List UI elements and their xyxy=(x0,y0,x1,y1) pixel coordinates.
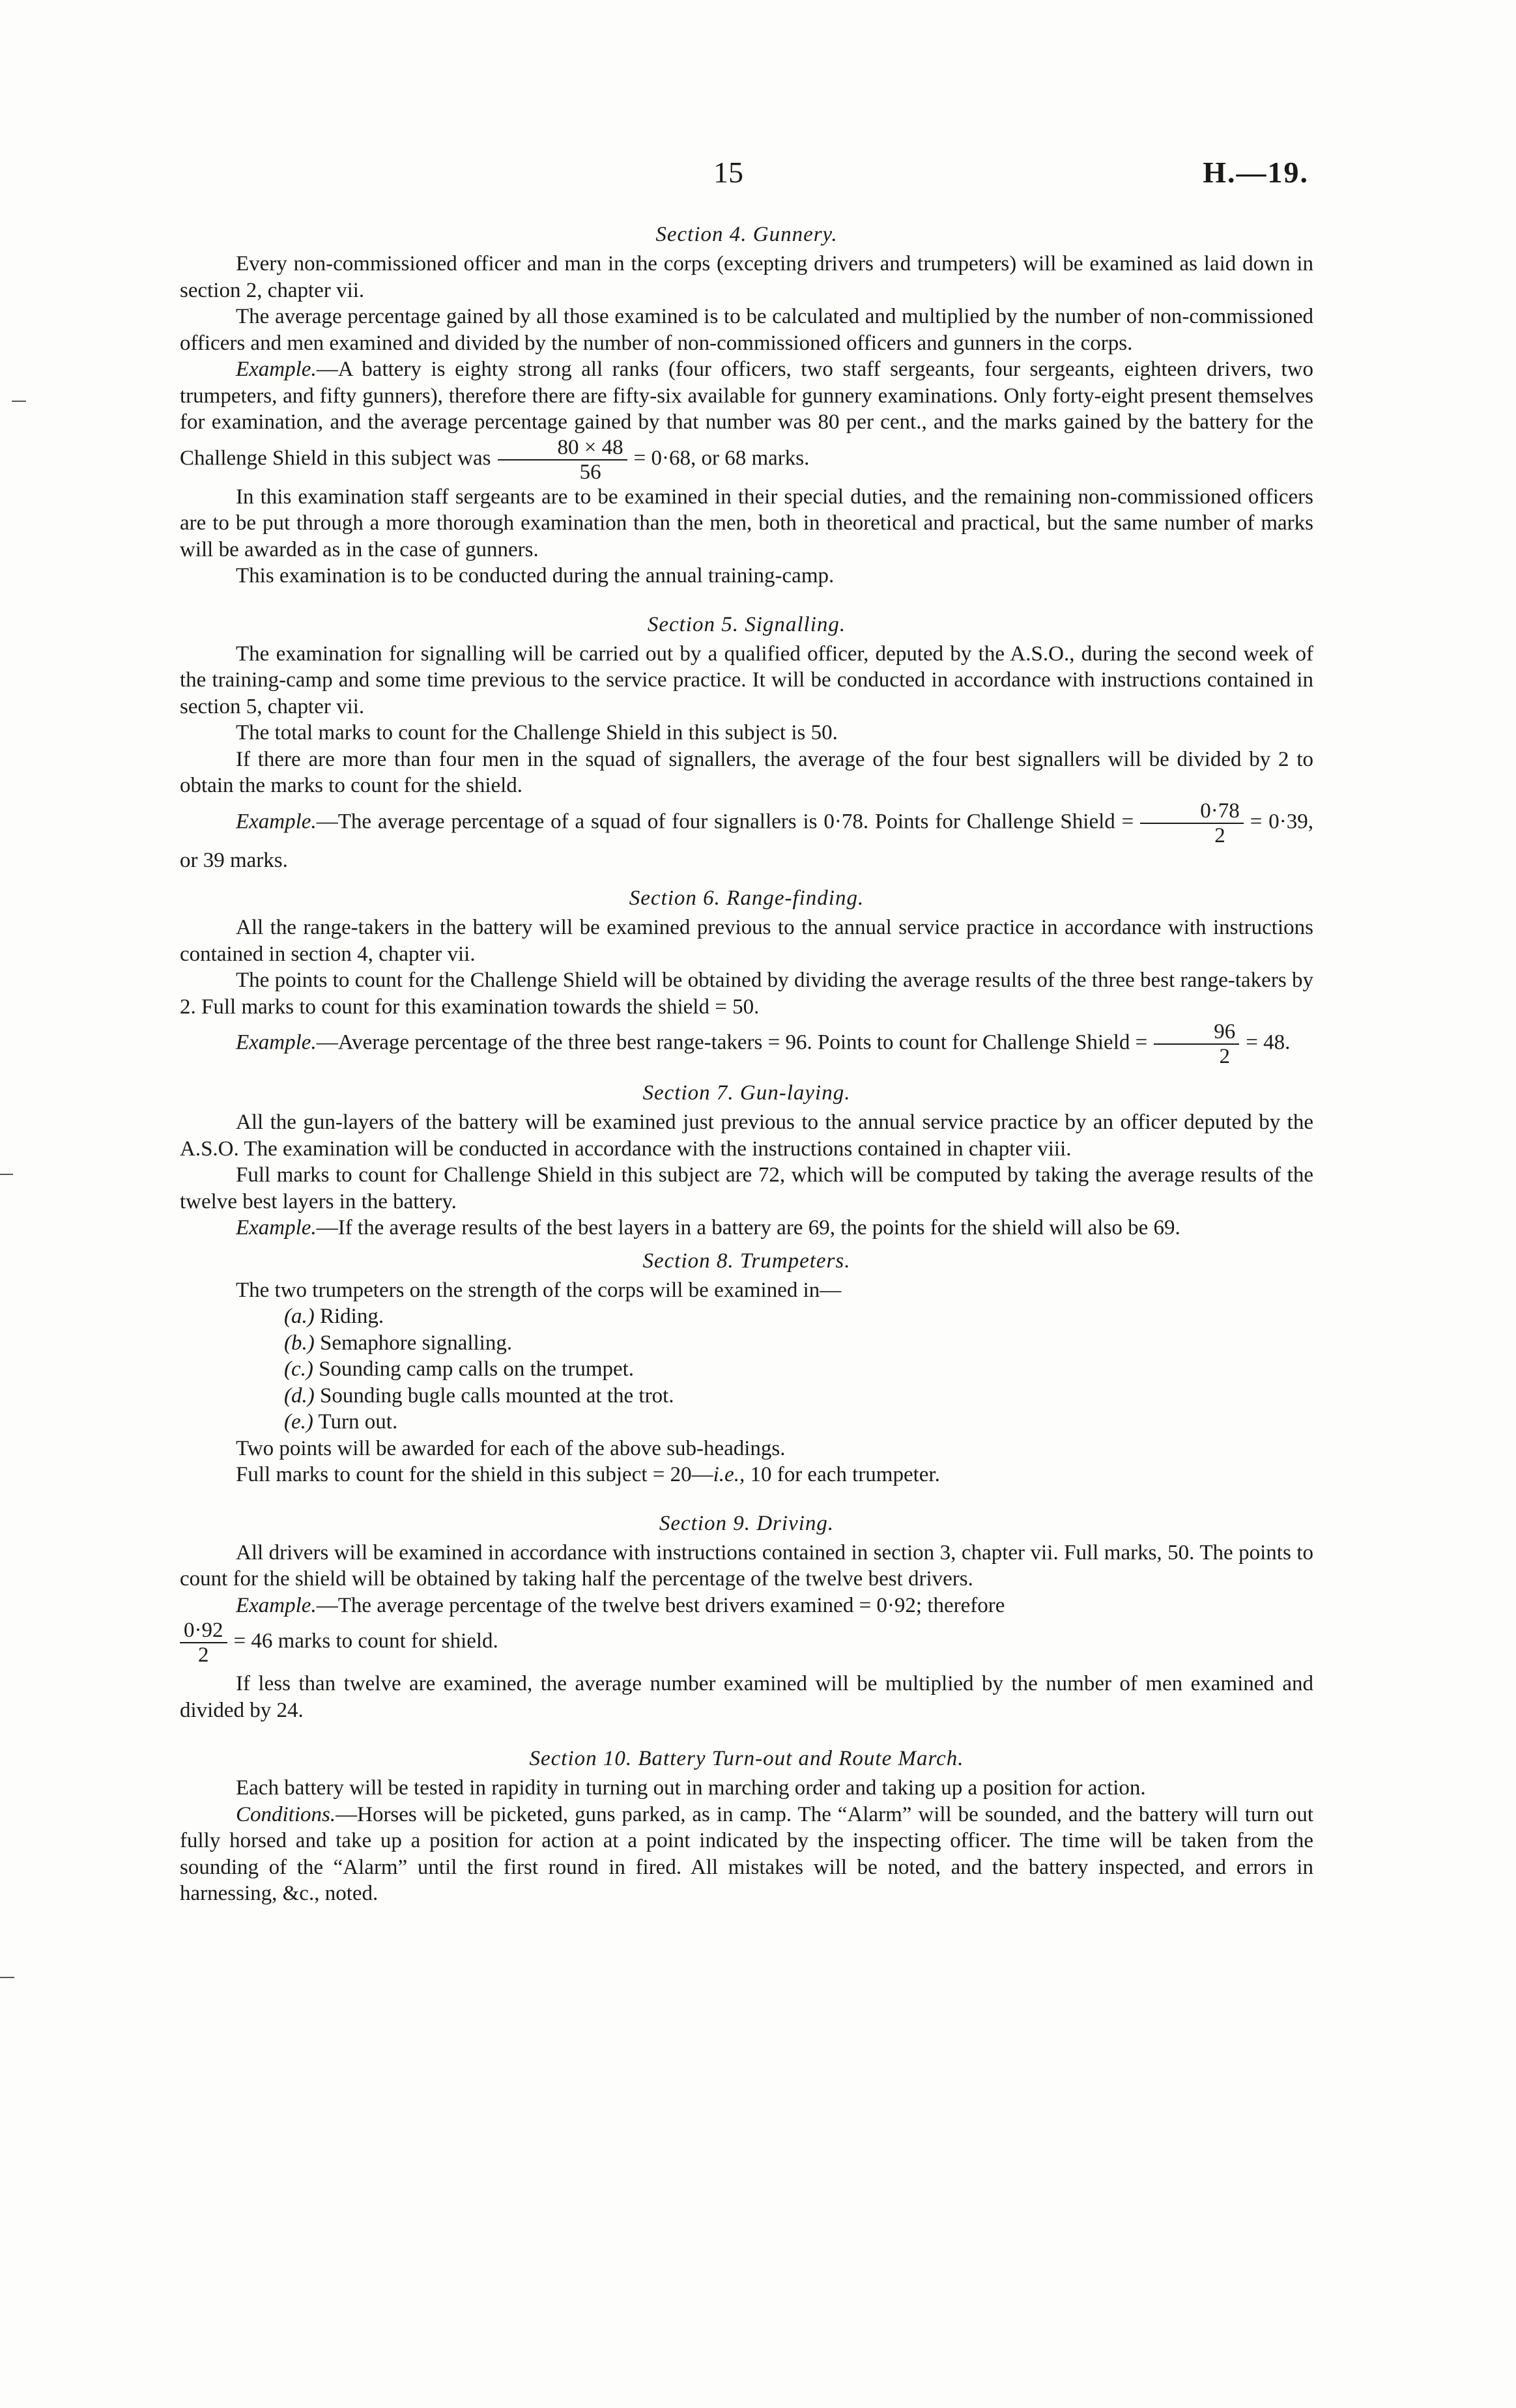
fraction-numerator: 0·78 xyxy=(1140,799,1244,824)
example-paragraph xyxy=(180,799,1313,874)
section-heading: Section 5. Signalling. xyxy=(647,612,846,636)
example-continuation xyxy=(180,1619,1313,1667)
paragraph xyxy=(180,1462,1313,1488)
fraction-numerator: 0·92 xyxy=(180,1619,227,1643)
section-10-battery-turn-out xyxy=(180,1746,1313,1907)
list-item xyxy=(284,1409,1313,1436)
paragraph: The average percentage gained by all those examined is to be calculated and multiplied by the number of non-commissioned officers and men examined and divided by the number of non-commissioned officers and gunners in the corps. xyxy=(180,305,1313,355)
list-item xyxy=(284,1330,1313,1357)
section-7-gun-laying xyxy=(180,1080,1313,1241)
full-marks-text-end: 10 for each trumpeter. xyxy=(745,1463,940,1486)
list-item-label: (d.) xyxy=(284,1383,315,1408)
section-heading: Section 7. Gun-laying. xyxy=(642,1081,851,1105)
list-item xyxy=(284,1383,1313,1409)
page-number: 15 xyxy=(713,156,743,189)
example-result: = 0·39, or 39 marks. xyxy=(180,810,1313,872)
list-item-text: Riding. xyxy=(319,1305,384,1328)
list-item-label: (b.) xyxy=(284,1331,315,1355)
example-paragraph xyxy=(180,1020,1313,1068)
section-heading: Section 6. Range-finding. xyxy=(629,886,865,910)
paragraph: In this examination staff sergeants are to be examined in their special duties, and the remaining non-commissioned officers are to be put through a more thorough examination than the men, both in theoretical and practical, but the same number of marks will be awarded as in the case of gunners. xyxy=(180,485,1313,561)
example-text: —If the average results of the best layers in a battery are 69, the points for the shield will also be 69. xyxy=(316,1216,1180,1239)
conditions-label: Conditions. xyxy=(236,1802,336,1826)
fraction xyxy=(1154,1020,1239,1068)
paragraph: Two points will be awarded for each of the above sub-headings. xyxy=(236,1436,786,1460)
example-paragraph xyxy=(180,1215,1313,1241)
fraction-denominator: 56 xyxy=(579,460,601,484)
section-heading: Section 9. Driving. xyxy=(659,1511,835,1535)
example-paragraph xyxy=(180,356,1313,484)
example-label: Example. xyxy=(236,810,317,834)
fraction-denominator: 2 xyxy=(198,1643,209,1667)
example-label: Example. xyxy=(236,1216,317,1239)
document-reference: H.—19. xyxy=(1203,156,1309,189)
example-text: —A battery is eighty strong all ranks (four officers, two staff sergeants, four sergeants, eighteen drivers, two trumpeters, and fifty gunners), therefore there are fifty-six available for gunnery examinations. Only forty-eight present themselves for examination, and the average percentage gained by that number was 80 per cent., and the marks gained by the battery for the Challenge Shield in this subject was xyxy=(180,358,1313,470)
full-marks-text: Full marks to count for the shield in this subject = 20— xyxy=(236,1463,713,1486)
paragraph: The points to count for the Challenge Shield will be obtained by dividing the average results of the three best range-takers by 2. Full marks to count for this examination towards the shield = 50. xyxy=(180,969,1313,1019)
paragraph: If less than twelve are examined, the average number examined will be multiplied by the number of men examined and divided by 24. xyxy=(180,1672,1313,1722)
example-label: Example. xyxy=(236,358,317,381)
paragraph: Each battery will be tested in rapidity in turning out in marching order and taking up a position for action. xyxy=(236,1776,1146,1800)
conditions-paragraph xyxy=(180,1802,1313,1907)
fraction-denominator: 2 xyxy=(1219,1045,1230,1068)
paragraph: The examination for signalling will be carried out by a qualified officer, deputed by the A.S.O., during the second week of the training-camp and some time previous to the service practice. It will be conducted in accordance with instructions contained in section 5, chapter vii. xyxy=(180,642,1313,718)
paragraph: Every non-commissioned officer and man in the corps (excepting drivers and trumpeters) will be examined as laid down in section 2, chapter vii. xyxy=(180,252,1313,302)
example-result: = 0·68, or 68 marks. xyxy=(633,446,810,470)
paragraph: The total marks to count for the Challenge Shield in this subject is 50. xyxy=(236,721,838,744)
list-item-text: Turn out. xyxy=(318,1410,398,1434)
section-heading: Section 4. Gunnery. xyxy=(655,223,838,246)
list-item-text: Semaphore signalling. xyxy=(319,1331,513,1355)
margin-mark xyxy=(0,1174,13,1175)
paragraph: All the gun-layers of the battery will be examined just previous to the annual service practice by an officer deputed by the A.S.O. The examination will be conducted in accordance with the instructions contained in chapter viii. xyxy=(180,1111,1313,1161)
fraction-numerator: 96 xyxy=(1154,1020,1239,1045)
paragraph: All drivers will be examined in accordance with instructions contained in section 3, chapter vii. Full marks, 50. The points to count for the shield will be obtained by taking half the percentage of the twelve best drivers. xyxy=(180,1540,1313,1591)
list-item-label: (a.) xyxy=(284,1305,315,1328)
list-item-text: Sounding bugle calls mounted at the trot. xyxy=(319,1383,674,1408)
paragraph: Full marks to count for Challenge Shield in this subject are 72, which will be computed by taking the average results of the twelve best layers in the battery. xyxy=(180,1163,1313,1213)
example-label: Example. xyxy=(236,1593,317,1617)
example-result: = 48. xyxy=(1246,1030,1291,1055)
ie-abbreviation: i.e., xyxy=(713,1463,745,1486)
margin-mark xyxy=(12,401,26,402)
fraction xyxy=(498,436,627,484)
example-paragraph xyxy=(180,1593,1313,1619)
margin-mark xyxy=(0,1977,14,1978)
subheading-list xyxy=(180,1303,1313,1436)
fraction-numerator: 80 × 48 xyxy=(498,436,627,460)
section-5-signalling xyxy=(180,612,1313,874)
fraction-denominator: 2 xyxy=(1214,823,1225,847)
list-item-text: Sounding camp calls on the trumpet. xyxy=(319,1357,635,1381)
fraction xyxy=(180,1619,227,1667)
section-8-trumpeters xyxy=(180,1248,1313,1488)
section-heading: Section 8. Trumpeters. xyxy=(642,1249,851,1273)
document-body xyxy=(180,221,1313,1907)
paragraph: All the range-takers in the battery will be examined previous to the annual service practice in accordance with instructions contained in section 4, chapter vii. xyxy=(180,916,1313,966)
fraction xyxy=(1140,799,1244,847)
paragraph: The two trumpeters on the strength of the corps will be examined in— xyxy=(236,1278,842,1302)
example-result: = 46 marks to count for shield. xyxy=(233,1629,498,1653)
example-label: Example. xyxy=(236,1030,317,1055)
list-item-label: (e.) xyxy=(284,1410,313,1434)
list-item xyxy=(284,1356,1313,1383)
example-text: —Average percentage of the three best range-takers = 96. Points to count for Challenge Shield = xyxy=(316,1030,1148,1055)
section-heading: Section 10. Battery Turn-out and Route March. xyxy=(529,1747,964,1770)
example-text: —The average percentage of the twelve best drivers examined = 0·92; therefore xyxy=(316,1593,1005,1617)
section-6-range-finding xyxy=(180,885,1313,1068)
paragraph: If there are more than four men in the squad of signallers, the average of the four best signallers will be divided by 2 to obtain the marks to count for the shield. xyxy=(180,747,1313,797)
list-item xyxy=(284,1303,1313,1330)
example-text: —The average percentage of a squad of four signallers is 0·78. Points for Challenge Shield = xyxy=(316,810,1134,834)
list-item-label: (c.) xyxy=(284,1357,313,1381)
paragraph: This examination is to be conducted during the annual training-camp. xyxy=(236,564,835,588)
section-4-gunnery xyxy=(180,221,1313,589)
section-9-driving xyxy=(180,1510,1313,1724)
conditions-text: —Horses will be picketed, guns parked, as in camp. The “Alarm” will be sounded, and the battery will turn out fully horsed and take up a position for action at a point indicated by the inspecting officer. The time will be taken from the sounding of the “Alarm” until the first round in fired. All mistakes will be noted, and the battery inspected, and errors in harnessing, &c., noted. xyxy=(180,1802,1313,1905)
